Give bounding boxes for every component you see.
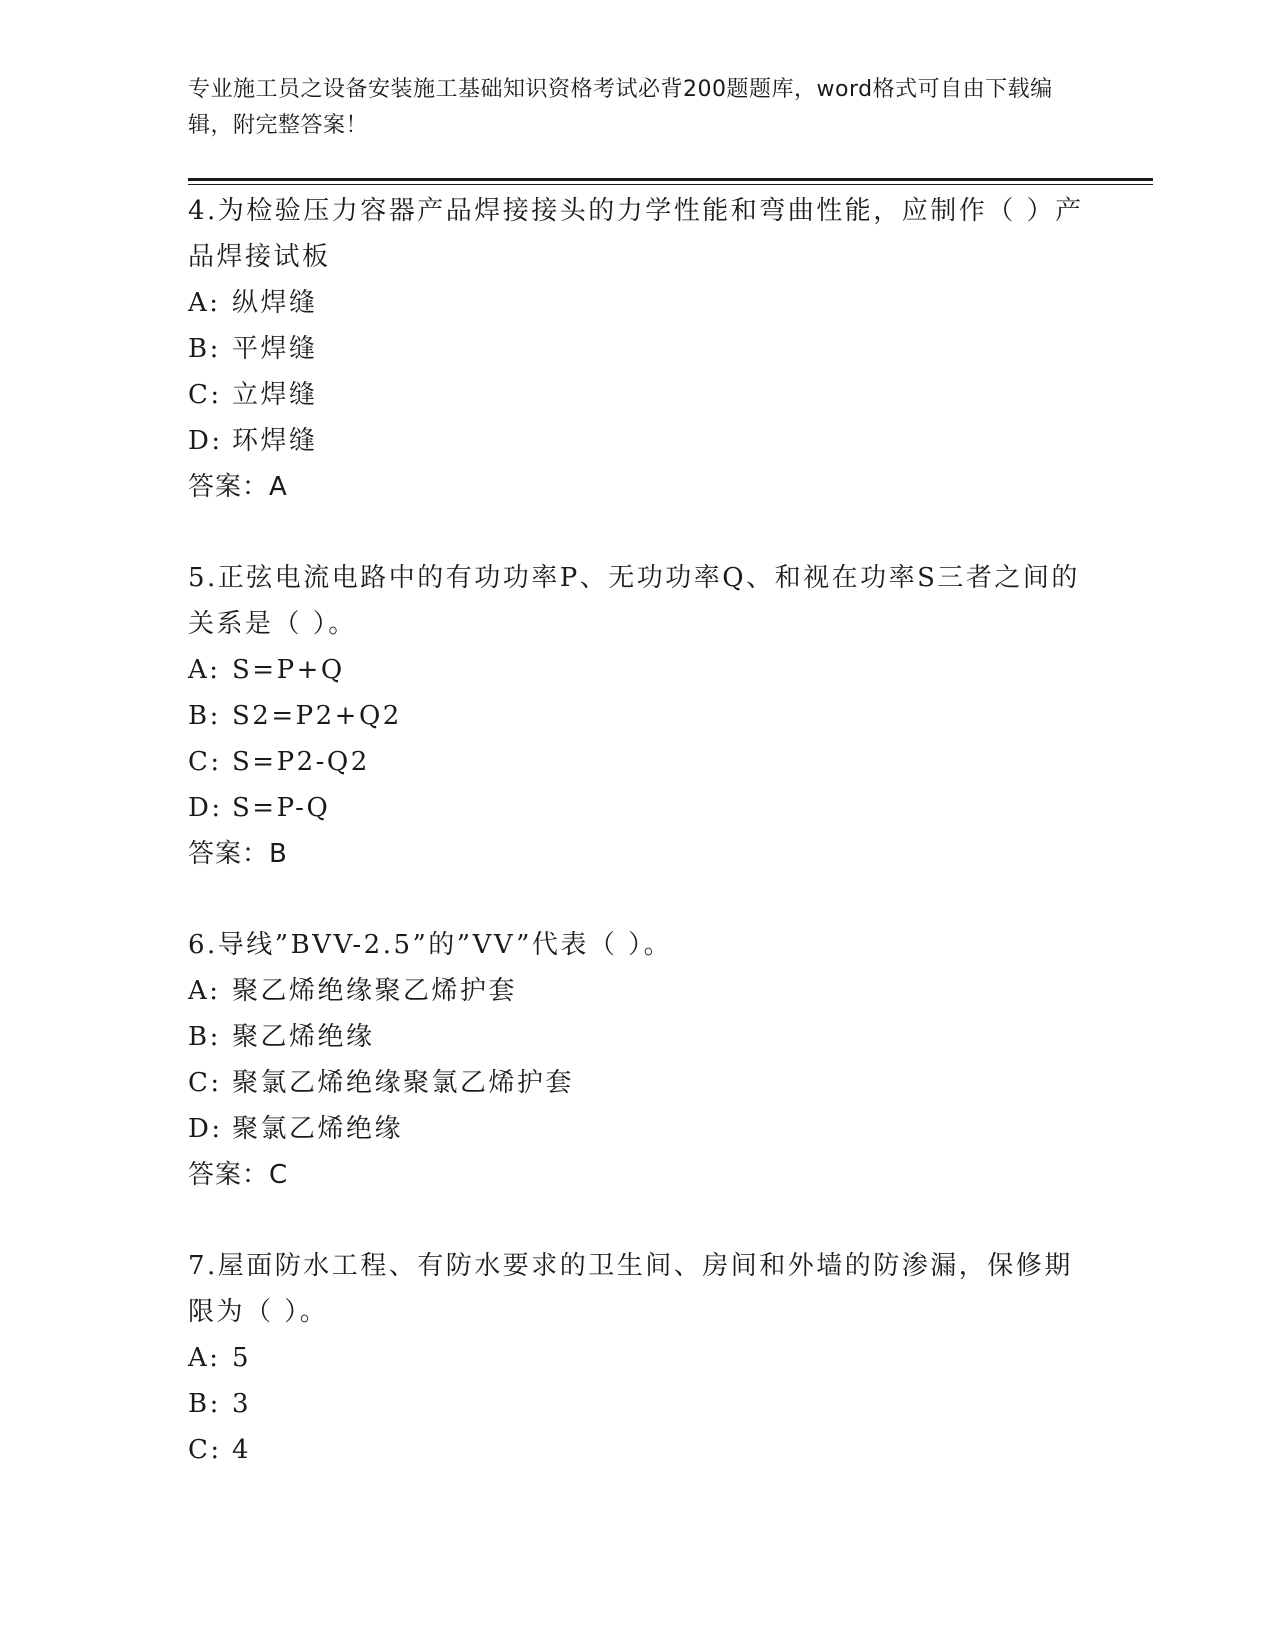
- option-c: [188, 1427, 1088, 1473]
- question-7: [188, 1243, 1088, 1473]
- option-text: 平焊缝: [232, 334, 318, 364]
- option-text: 5: [232, 1343, 252, 1373]
- option-text: 聚乙烯绝缘: [232, 1022, 375, 1052]
- question-5: [188, 555, 1088, 877]
- option-a: [188, 968, 1088, 1014]
- option-text: S2=P2+Q2: [232, 701, 402, 731]
- option-a: [188, 647, 1088, 693]
- option-letter: A:: [188, 288, 221, 318]
- option-text: 3: [232, 1389, 252, 1419]
- option-text: 纵焊缝: [232, 288, 318, 318]
- option-text: 聚氯乙烯绝缘聚氯乙烯护套: [232, 1068, 575, 1098]
- option-letter: A:: [188, 976, 221, 1006]
- option-text: S=P+Q: [232, 655, 345, 685]
- option-text: S=P-Q: [232, 793, 331, 823]
- option-text: 4: [232, 1435, 252, 1465]
- option-letter: C:: [188, 1068, 222, 1098]
- answer-line: 答案：B: [188, 839, 288, 869]
- option-d: [188, 785, 1088, 831]
- option-letter: C:: [188, 1435, 222, 1465]
- option-letter: A:: [188, 655, 221, 685]
- option-text: 环焊缝: [232, 426, 318, 456]
- option-c: [188, 739, 1088, 785]
- option-letter: D:: [188, 793, 223, 823]
- option-b: [188, 1014, 1088, 1060]
- question-stem: 4.为检验压力容器产品焊接接头的力学性能和弯曲性能，应制作（ ）产品焊接试板: [188, 196, 1084, 272]
- option-letter: B:: [188, 701, 221, 731]
- option-d: [188, 1106, 1088, 1152]
- document-header: 专业施工员之设备安装施工基础知识资格考试必背200题题库，word格式可自由下载编辑，附完整答案！: [188, 77, 1053, 138]
- option-c: [188, 1060, 1088, 1106]
- option-letter: A:: [188, 1343, 221, 1373]
- option-b: [188, 693, 1088, 739]
- option-letter: B:: [188, 334, 221, 364]
- option-letter: B:: [188, 1389, 221, 1419]
- option-a: [188, 1335, 1088, 1381]
- question-list: [188, 188, 1088, 1518]
- question-6: [188, 922, 1088, 1198]
- option-c: [188, 372, 1088, 418]
- option-b: [188, 1381, 1088, 1427]
- option-b: [188, 326, 1088, 372]
- header-divider-thick: [188, 178, 1153, 181]
- question-stem: 6.导线”BVV-2.5”的”VV”代表（ ）。: [188, 930, 673, 960]
- option-text: 聚氯乙烯绝缘: [232, 1114, 404, 1144]
- option-letter: D:: [188, 1114, 223, 1144]
- option-letter: C:: [188, 380, 222, 410]
- option-text: S=P2-Q2: [232, 747, 370, 777]
- question-stem: 5.正弦电流电路中的有功功率P、无功功率Q、和视在功率S三者之间的关系是（ ）。: [188, 563, 1080, 639]
- option-text: 聚乙烯绝缘聚乙烯护套: [232, 976, 518, 1006]
- header-divider-thin: [188, 184, 1153, 185]
- option-a: [188, 280, 1088, 326]
- question-stem: 7.屋面防水工程、有防水要求的卫生间、房间和外墙的防渗漏，保修期限为（ ）。: [188, 1251, 1073, 1327]
- option-letter: D:: [188, 426, 223, 456]
- answer-line: 答案：C: [188, 1160, 289, 1190]
- answer-line: 答案：A: [188, 472, 288, 502]
- option-letter: B:: [188, 1022, 221, 1052]
- option-d: [188, 418, 1088, 464]
- question-4: [188, 188, 1088, 510]
- option-text: 立焊缝: [232, 380, 318, 410]
- option-letter: C:: [188, 747, 222, 777]
